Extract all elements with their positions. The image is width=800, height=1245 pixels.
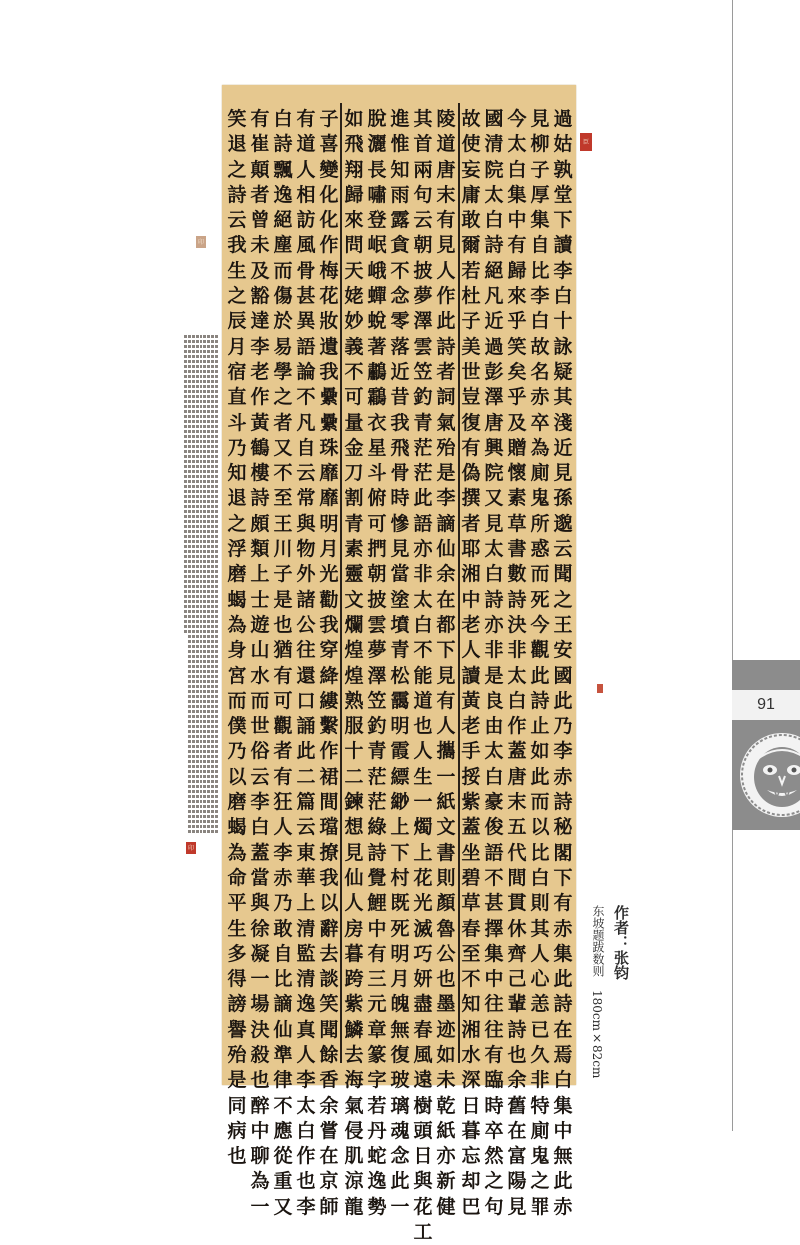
column-rule — [340, 103, 342, 1063]
scroll-column: 笑 退 之 詩 云 我 生 之 辰 月 宿 直 斗 乃 知 退 之 浮 磨 蝎 為 身 宮 而 僕 乃 以 磨 蝎 為 命 平 生 多 得 謗 譽 殆 是 同 病 也 — [227, 108, 247, 1168]
scroll-column: 白 詩 飄 逸 絕 塵 而 傷 於 易 學 之 者 又 不 至 王 川 子 是 也 猶 有 可 觀 者 有 狂 人 李 赤 乃 敢 自 比 謫 仙 準 律 不 應 從 重 又 — [273, 108, 293, 1218]
seal-small-right — [597, 684, 603, 693]
inscription-line — [207, 335, 210, 835]
page-tab-band — [732, 660, 800, 690]
scroll-column: 陵 道 唐 末 有 見 人 作 此 詩 者 詞 氣 殆 是 李 謫 仙 余 在 都 下 見 有 人 攜 一 紙 文 書 則 顏 魯 公 也 墨 迹 如 未 乾 紙 亦 新 健 — [436, 108, 456, 1218]
page-margin-line — [732, 0, 733, 1131]
caption-title: 东坡题跋数则 — [591, 905, 605, 977]
inscription-line — [192, 335, 195, 835]
caption-author: 作者：张钧 — [612, 905, 630, 980]
scroll-column: 如 飛 翔 歸 來 問 天 姥 妙 義 不 可 量 金 刀 割 青 素 靈 文 爛 煌 煌 熟 服 十 二 鍊 想 見 仙 人 房 暮 跨 紫 鱗 去 海 氣 侵 肌 涼 龍 — [344, 108, 364, 1218]
scroll-column: 子 喜 變 化 化 作 梅 花 妝 遺 我 纍 纍 珠 靡 靡 明 月 光 勸 我 穿 絳 縷 繫 作 裙 間 璫 撩 我 以 辭 去 談 笑 聞 餘 香 余 嘗 在 京 師 — [319, 108, 339, 1218]
scroll-column: 有 道 人 相 訪 風 骨 甚 異 語 論 不 凡 自 云 常 與 物 外 諸 公 往 還 口 誦 此 二 篇 云 東 華 上 清 監 清 逸 真 人 李 太 白 作 也 李 — [296, 108, 316, 1218]
mask-emblem-icon — [737, 730, 800, 820]
seal-mid-left: 印 — [196, 236, 206, 248]
column-rule — [458, 103, 460, 1063]
seal-top-right: 臣 — [580, 133, 592, 151]
scroll-column: 故 使 妄 庸 敢 爾 若 杜 子 美 世 豈 復 有 偽 撰 者 耶 湘 中 老 人 讀 黃 老 手 挼 紫 蓋 坐 碧 草 春 至 不 知 湘 水 深 日 暮 忘 却 巴 — [461, 108, 481, 1218]
seal-bottom: 印 — [186, 842, 196, 854]
inscription-line — [200, 335, 203, 835]
inscription-line — [188, 335, 191, 835]
scroll-column: 脫 灑 長 嘯 登 岷 峨 蟬 蛻 著 鷫 鸘 衣 星 斗 俯 可 捫 朝 披 雲 夢 澤 笠 釣 青 茫 茫 綠 詩 覺 鯉 中 有 三 元 章 篆 字 若 丹 蛇 逸 勢 — [367, 108, 387, 1218]
scroll-column: 過 姑 孰 堂 下 讀 李 白 十 詠 疑 其 淺 近 見 孫 邈 云 聞 之 王 安 國 此 乃 李 赤 詩 秘 閣 下 有 赤 集 此 詩 在 焉 白 集 中 無 此 赤 — [553, 108, 573, 1218]
inscription-text — [184, 335, 218, 835]
scroll-column: 其 首 兩 句 云 朝 披 夢 澤 雲 笠 釣 青 茫 茫 此 語 亦 非 太 白 不 能 道 也 人 生 一 燭 上 花 光 滅 巧 妍 盡 春 風 遠 樹 頭 日 與 花 工 — [413, 108, 433, 1244]
inscription-line — [215, 335, 218, 835]
scroll-column: 國 清 院 太 白 詩 絕 凡 近 過 彭 澤 唐 興 院 又 見 太 白 詩 亦 非 是 良 由 太 白 豪 俊 語 不 甚 擇 集 中 往 往 有 臨 時 卒 然 之 句 — [484, 108, 504, 1218]
caption-size: 180cm×82cm — [590, 990, 604, 1079]
scroll-column: 有 崔 顛 者 曾 未 及 豁 達 李 老 作 黃 鶴 樓 詩 頗 類 上 士 遊 山 水 而 世 俗 云 李 白 蓋 當 與 徐 凝 一 場 決 殺 也 醉 中 聊 為 一 — [250, 108, 270, 1218]
scroll-column: 進 惟 知 雨 露 貪 不 念 零 落 近 昔 我 飛 骨 時 慘 見 當 塗 墳 青 松 靄 明 霞 縹 緲 上 下 村 既 死 明 月 魄 無 復 玻 璃 魂 念 此 一 — [390, 108, 410, 1218]
page-number: 91 — [757, 696, 775, 713]
scroll-column: 見 柳 子 厚 集 自 比 李 白 故 名 赤 卒 為 廁 鬼 所 惑 而 死 今 觀 此 詩 止 如 此 而 以 比 白 則 其 人 心 恙 已 久 非 特 廁 鬼 之 罪 — [530, 108, 550, 1218]
inscription-line — [211, 335, 214, 835]
inscription-line — [196, 335, 199, 835]
inscription-line — [203, 335, 206, 835]
calligraphy-scroll — [222, 85, 576, 1244]
scroll-column: 今 太 白 集 中 有 歸 來 乎 笑 矣 乎 及 贈 懷 素 草 書 數 詩 決 非 太 白 作 蓋 唐 末 五 代 間 貫 休 齊 己 輩 詩 也 余 舊 在 富 陽 見 — [507, 108, 527, 1218]
inscription-line — [184, 335, 187, 635]
